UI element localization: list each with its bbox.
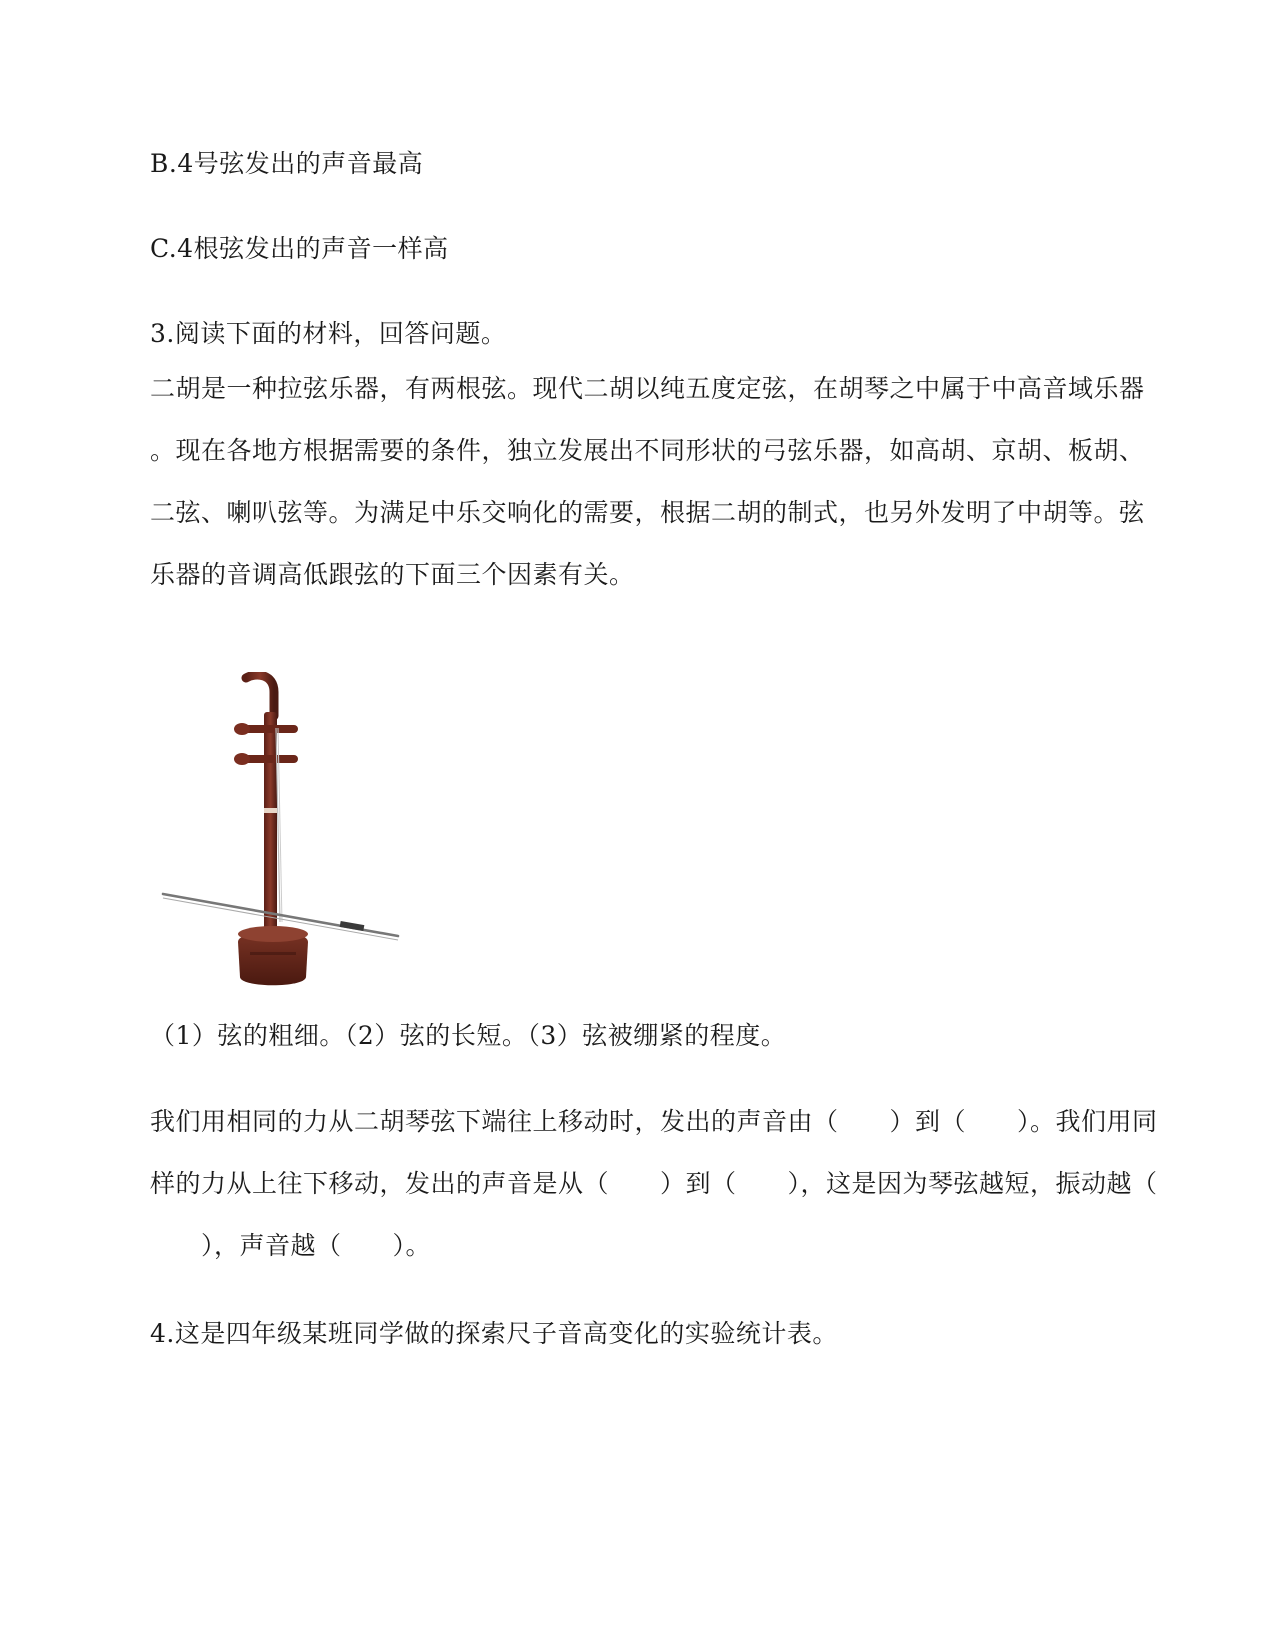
blank-line-3: ），声音越（ ）。 [150,1231,432,1260]
option-c: C.4根弦发出的声音一样高 [150,234,449,263]
factors-list: （1）弦的粗细。（2）弦的长短。（3）弦被绷紧的程度。 [150,1021,787,1050]
material-line-4: 乐器的音调高低跟弦的下面三个因素有关。 [150,560,635,589]
option-b: B.4号弦发出的声音最高 [150,149,424,178]
erhu-illustration [160,672,410,1002]
question-4-title: 4.这是四年级某班同学做的探索尺子音高变化的实验统计表。 [150,1319,838,1348]
erhu-icon [160,672,410,1002]
blank-line-1: 我们用相同的力从二胡琴弦下端往上移动时，发出的声音由（ ）到（ ）。我们用同 [150,1107,1158,1136]
material-line-2: 。现在各地方根据需要的条件，独立发展出不同形状的弓弦乐器，如高胡、京胡、板胡、 [150,436,1145,465]
material-line-1: 二胡是一种拉弦乐器，有两根弦。现代二胡以纯五度定弦，在胡琴之中属于中高音域乐器 [150,374,1145,403]
question-3-title: 3.阅读下面的材料，回答问题。 [150,319,507,348]
blank-line-2: 样的力从上往下移动，发出的声音是从（ ）到（ ），这是因为琴弦越短，振动越（ [150,1169,1158,1198]
material-line-3: 二弦、喇叭弦等。为满足中乐交响化的需要，根据二胡的制式，也另外发明了中胡等。弦 [150,498,1145,527]
